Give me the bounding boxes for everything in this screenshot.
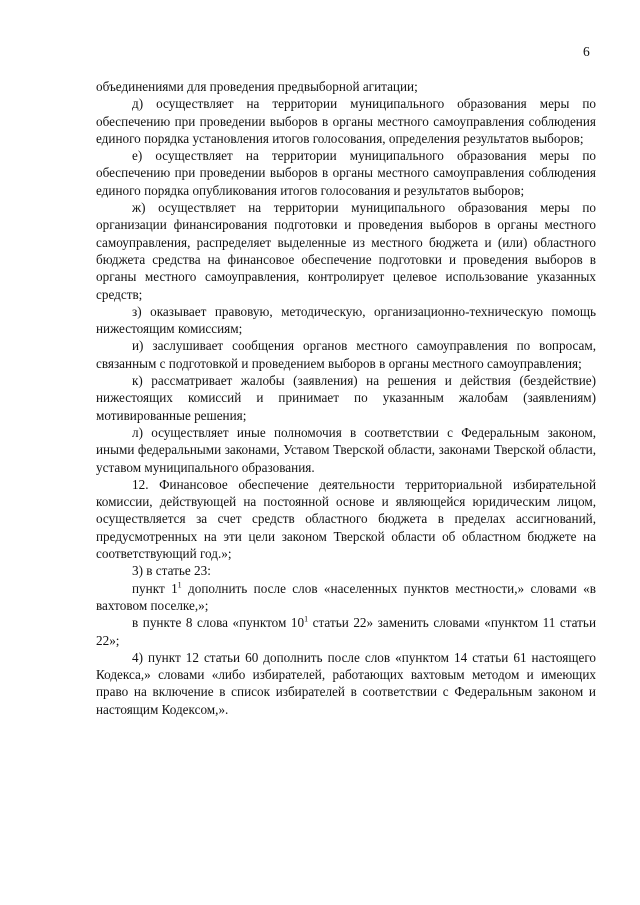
paragraph-item-zh: ж) осуществляет на территории муниципального образования меры по организации финансирования подготовки и проведения выборов в органы местного самоуправления, распределяет выделенные из местного бюджета и (или) областного бюджета средства на финансовое обеспечение подготовки и проведения выборов в органы местного самоуправления, контролирует целевое использование указанных средств; [96, 200, 596, 302]
paragraph-item-d: д) осуществляет на территории муниципального образования меры по обеспечению при проведении выборов в органы местного самоуправления соблюдения единого порядка установления итогов голосования, определения результатов выборов; [96, 96, 596, 146]
text-before: пункт 1 [132, 580, 178, 596]
paragraph-item-z: з) оказывает правовую, методическую, организационно-техническую помощь нижестоящим комиссиям; [96, 303, 596, 337]
text-after: статьи 22» заменить словами «пунктом 11 статьи 22»; [96, 615, 597, 648]
paragraph-item-l: л) осуществляет иные полномочия в соответствии с Федеральным законом, иными федеральными законами, Уставом Тверской области, законами Тверской области, уставом муниципального образования. [96, 424, 596, 475]
document-body [96, 78, 596, 718]
paragraph-point-1-1 [96, 580, 596, 615]
superscript: 1 [304, 614, 309, 624]
superscript: 1 [177, 580, 182, 590]
paragraph-point-12: 12. Финансовое обеспечение деятельности территориальной избирательной комиссии, действующей на постоянной основе и являющейся юридическим лицом, осуществляется за счет средств областного бюджета в пределах ассигнований, предусмотренных на эти цели законом Тверской области об областном бюджете на соответствующий год.»; [96, 476, 596, 562]
text-after: дополнить после слов «населенных пунктов местности,» словами «в вахтовом поселке,»; [96, 580, 596, 613]
paragraph-item-e: е) осуществляет на территории муниципального образования меры по обеспечению при проведении выборов в органы местного самоуправления соблюдения единого порядка опубликования итогов голосования и результатов выборов; [96, 148, 596, 198]
page-number: 6 [583, 44, 590, 59]
paragraph-item-i: и) заслушивает сообщения органов местного самоуправления по вопросам, связанным с подготовкой и проведением выборов в органы местного самоуправления; [96, 338, 596, 371]
paragraph-item-k: к) рассматривает жалобы (заявления) на решения и действия (бездействие) нижестоящих комиссий и принимает по указанным жалобам (заявлениям) мотивированные решения; [96, 373, 596, 423]
text-before: в пункте 8 слова «пунктом 10 [132, 615, 305, 631]
paragraph-point-8 [96, 614, 596, 649]
paragraph-continuation: объединениями для проведения предвыборной агитации; [96, 79, 418, 94]
paragraph-article-23: 3) в статье 23: [132, 563, 211, 579]
paragraph-item-4: 4) пункт 12 статьи 60 дополнить после слов «пунктом 14 статьи 61 настоящего Кодекса,» словами «либо избирателей, работающих вахтовым методом и имеющих право на включение в список избирателей в соответствии с Федеральным законом и настоящим Кодексом,». [96, 649, 596, 717]
